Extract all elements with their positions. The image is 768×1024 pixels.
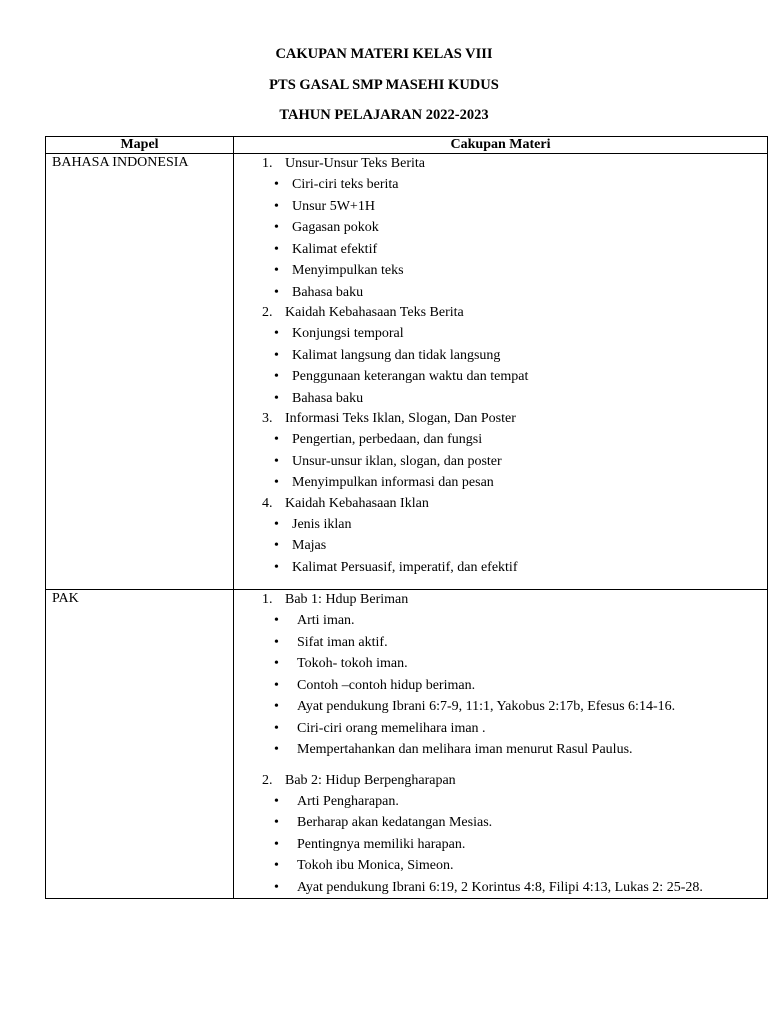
list-item: • Kalimat Persuasif, imperatif, dan efektif (252, 557, 761, 579)
list-item: • Unsur 5W+1H (252, 196, 761, 218)
point-list (252, 429, 761, 494)
list-item: • Mempertahankan dan melihara iman menurut Rasul Paulus. (252, 739, 761, 761)
topic-heading: 1. Bab 1: Hdup Beriman (262, 592, 409, 607)
list-item: • Unsur-unsur iklan, slogan, dan poster (252, 451, 761, 473)
materi-cell (234, 154, 768, 590)
topic-heading: 4. Kaidah Kebahasaan Iklan (262, 495, 429, 511)
topic-heading: 3. Informasi Teks Iklan, Slogan, Dan Poster (262, 411, 516, 426)
mapel-cell: PAK (46, 590, 234, 899)
list-item: • Penggunaan keterangan waktu dan tempat (252, 366, 761, 388)
list-item: • Konjungsi temporal (252, 323, 761, 345)
header-cakupan-materi: Cakupan Materi (234, 137, 768, 154)
list-item: • Ayat pendukung Ibrani 6:19, 2 Korintus 4:8, Filipi 4:13, Lukas 2: 25-28. (252, 877, 761, 899)
list-item: • Menyimpulkan teks (252, 260, 761, 282)
list-item: • Ciri-ciri teks berita (252, 174, 761, 196)
header-mapel: Mapel (46, 137, 234, 154)
list-item: • Arti Pengharapan. (252, 791, 761, 813)
document-title: CAKUPAN MATERI KELAS VIII (275, 46, 493, 62)
list-item: • Tokoh- tokoh iman. (252, 653, 761, 675)
table-row (46, 590, 768, 899)
list-item: • Jenis iklan (252, 514, 761, 536)
table-row (46, 154, 768, 590)
topic-heading: 2. Kaidah Kebahasaan Teks Berita (262, 305, 464, 320)
list-item: • Ayat pendukung Ibrani 6:7-9, 11:1, Yakobus 2:17b, Efesus 6:14-16. (252, 696, 761, 718)
table-header-row (46, 137, 768, 154)
list-item: • Arti iman. (252, 610, 761, 632)
document-subtitle: PTS GASAL SMP MASEHI KUDUS (269, 77, 499, 93)
point-list (252, 791, 761, 899)
list-item: • Pentingnya memiliki harapan. (252, 834, 761, 856)
point-list (252, 610, 761, 761)
list-item: • Sifat iman aktif. (252, 632, 761, 654)
list-item: • Contoh –contoh hidup beriman. (252, 675, 761, 697)
point-list (252, 323, 761, 409)
point-list (252, 514, 761, 579)
list-item: • Tokoh ibu Monica, Simeon. (252, 855, 761, 877)
topic-heading: 2. Bab 2: Hidup Berpengharapan (262, 772, 456, 788)
academic-year: TAHUN PELAJARAN 2022-2023 (279, 107, 489, 123)
list-item: • Berharap akan kedatangan Mesias. (252, 812, 761, 834)
list-item: • Menyimpulkan informasi dan pesan (252, 472, 761, 494)
list-item: • Ciri-ciri orang memelihara iman . (252, 718, 761, 740)
list-item: • Kalimat langsung dan tidak langsung (252, 345, 761, 367)
mapel-cell: BAHASA INDONESIA (46, 154, 234, 590)
list-item: • Majas (252, 535, 761, 557)
list-item: • Kalimat efektif (252, 239, 761, 261)
topic-heading: 1. Unsur-Unsur Teks Berita (262, 156, 426, 171)
materi-table (45, 136, 768, 899)
list-item: • Gagasan pokok (252, 217, 761, 239)
list-item: • Bahasa baku (252, 388, 761, 410)
list-item: • Pengertian, perbedaan, dan fungsi (252, 429, 761, 451)
materi-cell (234, 590, 768, 899)
point-list (252, 174, 761, 303)
list-item: • Bahasa baku (252, 282, 761, 304)
